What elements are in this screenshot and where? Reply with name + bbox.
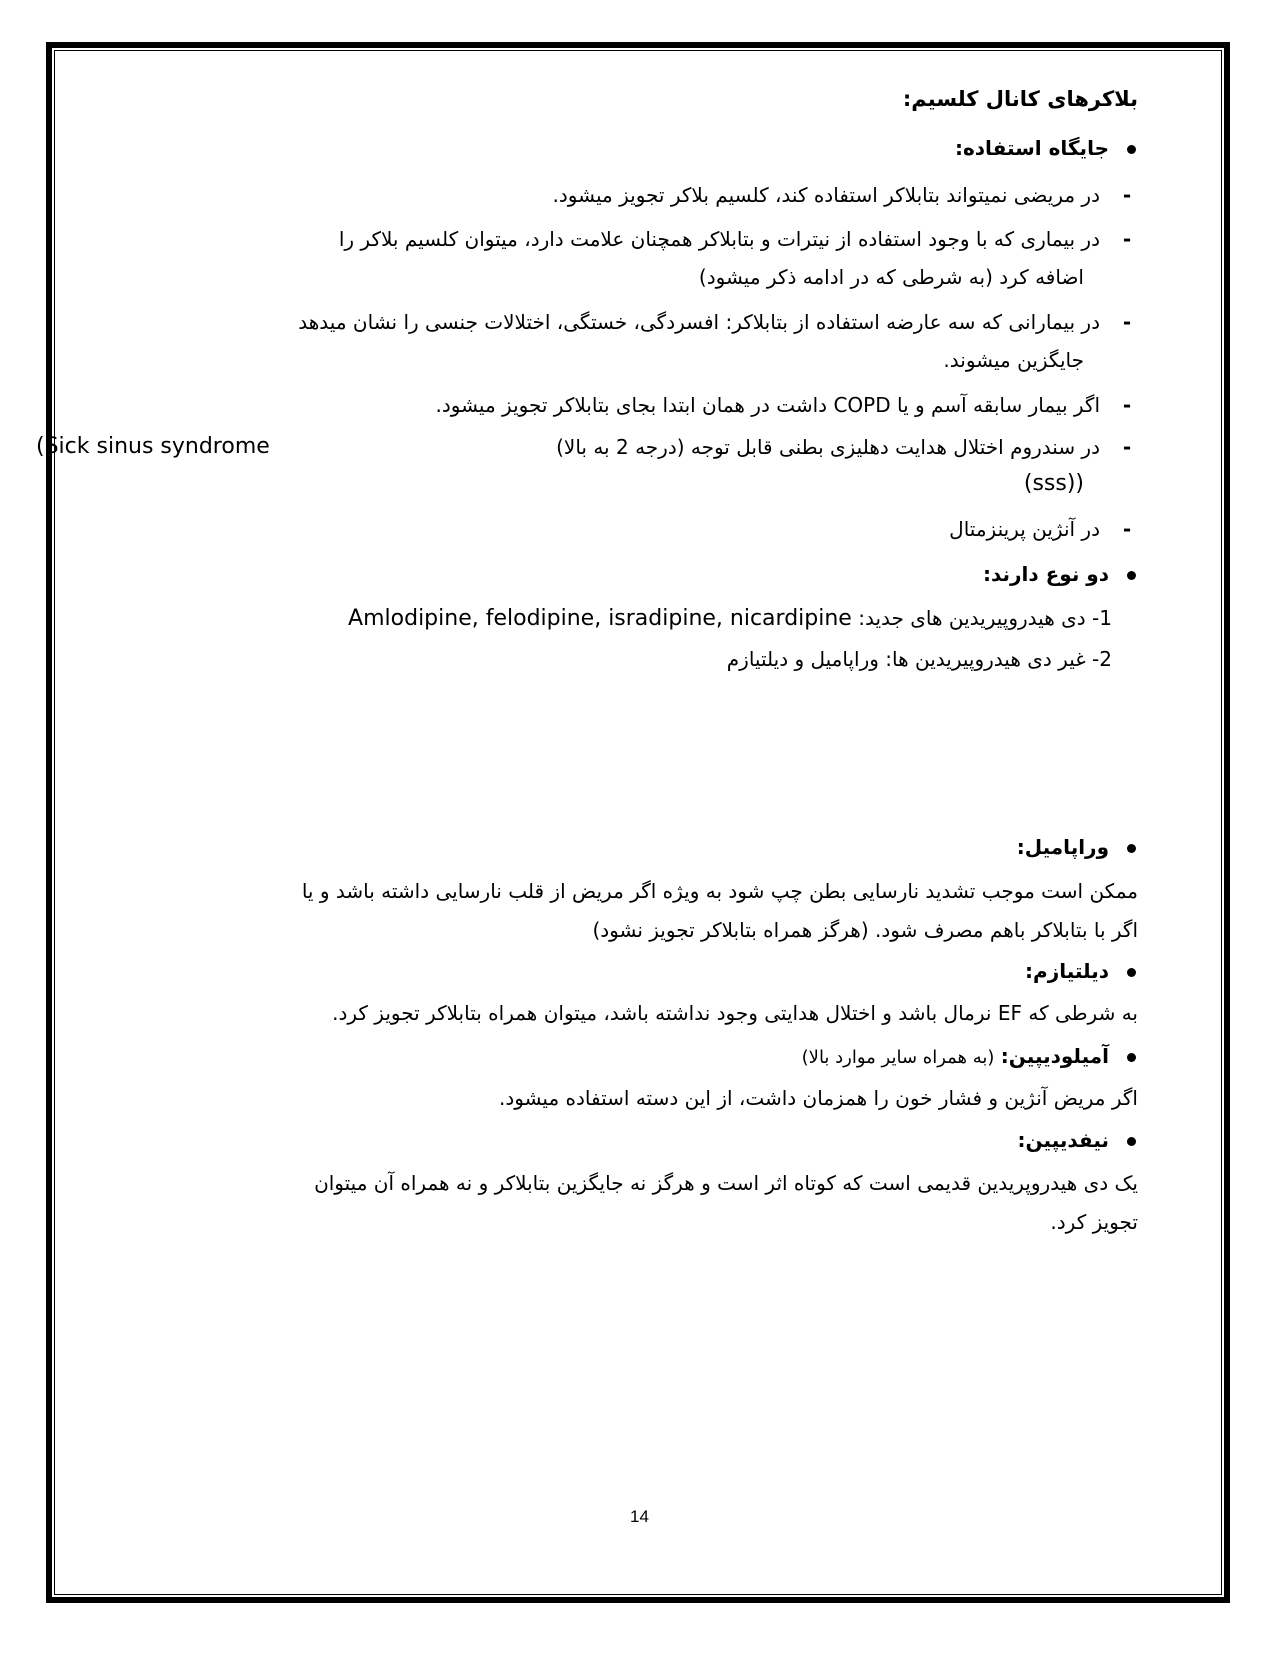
nifedipine-text-2: تجویز کرد.: [1050, 1210, 1138, 1234]
amlodipine-text: اگر مریض آنژین و فشار خون را همزمان داشت، از این دسته استفاده میشود.: [498, 1086, 1138, 1110]
section-heading-text: دیلتیازم:: [1025, 959, 1109, 983]
list-item-text: در مریضی نمیتواند بتابلاکر استفاده کند، کلسیم بلاکر تجویز میشود.: [552, 183, 1100, 207]
list-item-text: اگر بیمار سابقه آسم و یا COPD داشت در همان ابتدا بجای بتابلاکر تجویز میشود.: [435, 393, 1100, 417]
list-item-continuation: جایگزین میشوند.: [943, 348, 1084, 372]
bullet-icon: [1127, 1053, 1136, 1062]
type-1-line: [348, 602, 1112, 635]
page-title: بلاکرهای کانال کلسیم:: [902, 87, 1138, 111]
list-item-english: (Sick sinus syndrome: [36, 434, 270, 459]
page-number: 14: [630, 1507, 649, 1526]
bullet-icon: [1127, 1137, 1136, 1146]
dash-icon: -: [1122, 183, 1132, 207]
section-heading-text: وراپامیل:: [1016, 835, 1109, 859]
type-1-drugs: Amlodipine, felodipine, isradipine, nicardipine: [348, 606, 852, 631]
list-item-text: در بیماری که با وجود استفاده از نیترات و بتابلاکر همچنان علامت دارد، میتوان کلسیم بلاکر را: [338, 227, 1100, 251]
verapamil-heading: [1017, 831, 1138, 863]
dash-icon: -: [1122, 517, 1132, 541]
list-item: [949, 513, 1138, 545]
bullet-icon: [1127, 844, 1136, 853]
list-item: [435, 389, 1138, 421]
section-usage-heading: [955, 132, 1138, 164]
section-heading-text: آمیلودیپین:: [1000, 1044, 1109, 1068]
list-item: [298, 306, 1138, 338]
bullet-icon: [1127, 968, 1136, 977]
list-item-text: در بیمارانی که سه عارضه استفاده از بتابلاکر: افسردگی، خستگی، اختلالات جنسی را نشان میدهد: [298, 310, 1100, 334]
section-types-heading: [983, 558, 1138, 590]
section-heading-text: نیفدیپین:: [1017, 1128, 1109, 1152]
nifedipine-heading: [1018, 1124, 1138, 1156]
type-1-label: 1- دی هیدروپیریدین های جدید:: [858, 606, 1112, 630]
section-heading-text: دو نوع دارند:: [982, 562, 1109, 586]
list-item-continuation: (sss)): [1023, 471, 1084, 496]
verapamil-text-2: اگر با بتابلاکر باهم مصرف شود. (هرگز همراه بتابلاکر تجویز نشود): [592, 918, 1138, 942]
diltiazem-heading: [1025, 955, 1138, 987]
verapamil-text-1: ممکن است موجب تشدید نارسایی بطن چپ شود به ویژه اگر مریض از قلب نارسایی داشته باشد و یا: [301, 879, 1138, 903]
diltiazem-text: به شرطی که EF نرمال باشد و اختلال هدایتی وجود نداشته باشد، میتوان همراه بتابلاکر تجویز کرد.: [332, 1001, 1138, 1025]
bullet-icon: [1127, 145, 1136, 154]
section-heading-text: جایگاه استفاده:: [954, 136, 1109, 160]
dash-icon: -: [1122, 310, 1132, 334]
list-item-continuation: اضافه کرد (به شرطی که در ادامه ذکر میشود): [698, 265, 1084, 289]
list-item-text: در آنژین پرینزمتال: [949, 517, 1100, 541]
list-item: [553, 179, 1138, 211]
amlodipine-note: (به همراه سایر موارد بالا): [801, 1047, 995, 1068]
dash-icon: -: [1122, 393, 1132, 417]
amlodipine-heading: [802, 1040, 1138, 1074]
dash-icon: -: [1122, 227, 1132, 251]
nifedipine-text-1: یک دی هیدروپریدین قدیمی است که کوتاه اثر است و هرگز نه جایگزین بتابلاکر و نه همراه آن میتوان: [314, 1171, 1138, 1195]
list-item: [339, 223, 1138, 255]
dash-icon: -: [1122, 435, 1132, 459]
list-item-text: در سندروم اختلال هدایت دهلیزی بطنی قابل توجه (درجه 2 به بالا): [556, 435, 1100, 459]
list-item: [556, 431, 1138, 463]
type-2-line: 2- غیر دی هیدروپیریدین ها: وراپامیل و دیلتیازم: [726, 647, 1112, 671]
bullet-icon: [1127, 571, 1136, 580]
